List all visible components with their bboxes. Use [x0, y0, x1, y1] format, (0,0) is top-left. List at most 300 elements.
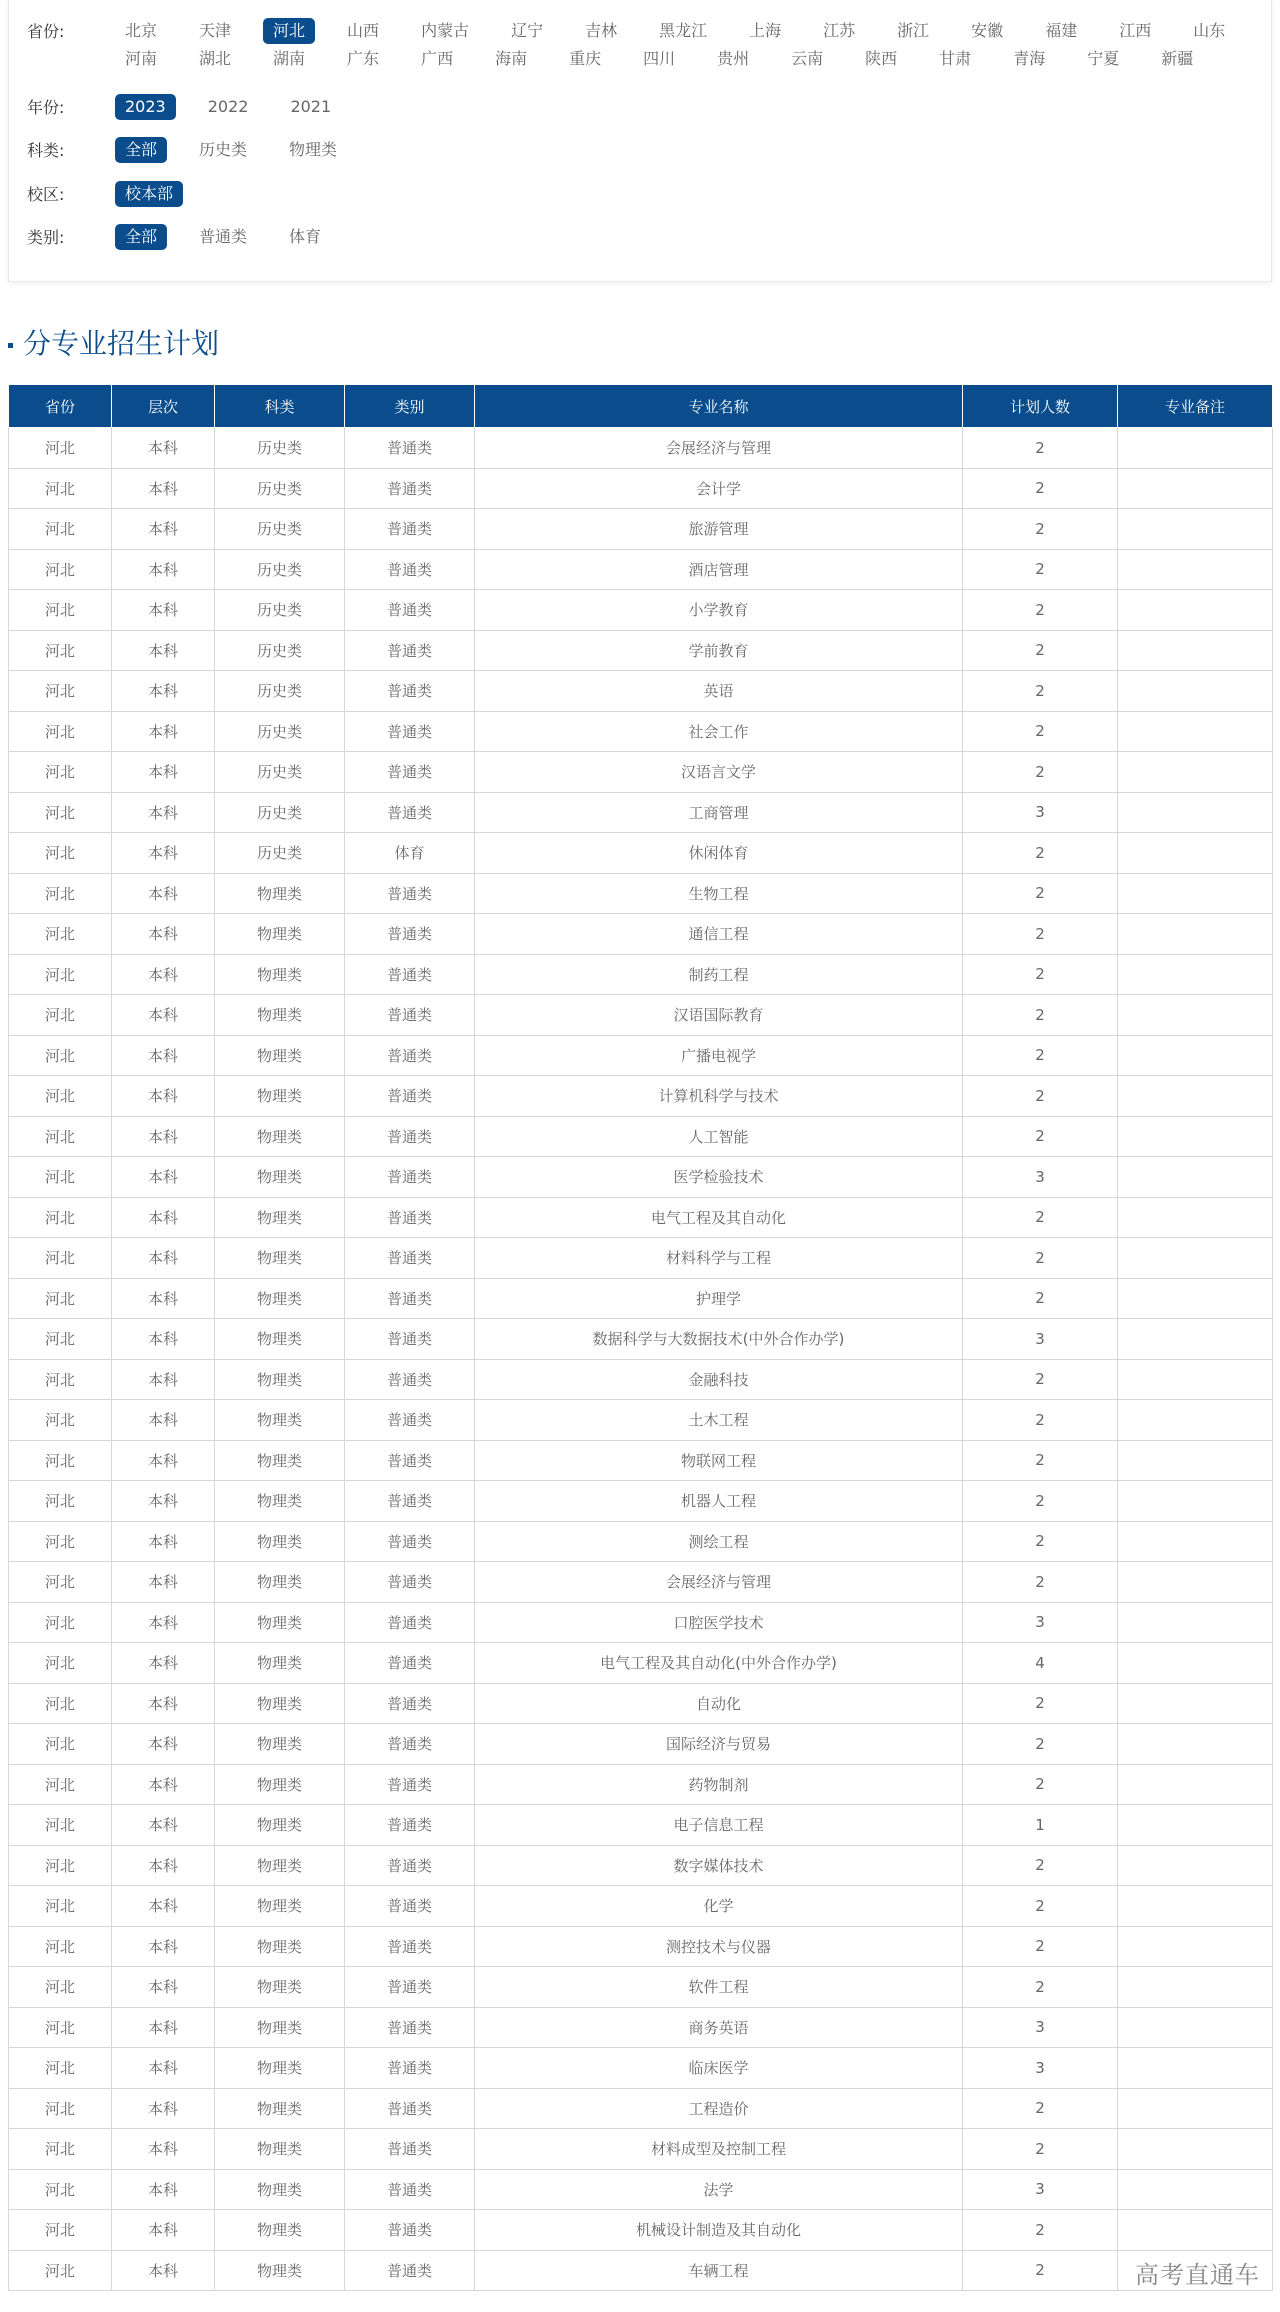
cell-plan-count: 2	[963, 1238, 1118, 1279]
cell-plan-count: 1	[963, 1805, 1118, 1846]
cell-level: 本科	[112, 671, 215, 712]
section-title-text: 分专业招生计划	[23, 327, 220, 360]
filter-option-province[interactable]: 广东	[347, 49, 380, 68]
table-row	[9, 2250, 1273, 2291]
cell-province: 河北	[9, 1400, 112, 1441]
cell-remarks	[1118, 1076, 1273, 1117]
cell-major-name: 旅游管理	[475, 509, 963, 550]
table-row	[9, 2169, 1273, 2210]
cell-category: 普通类	[345, 2250, 475, 2291]
table-row	[9, 630, 1273, 671]
filter-option-province[interactable]: 新疆	[1161, 49, 1194, 68]
cell-province: 河北	[9, 711, 112, 752]
cell-remarks	[1118, 1643, 1273, 1684]
cell-category: 普通类	[345, 792, 475, 833]
filter-option-province[interactable]: 黑龙江	[659, 21, 708, 40]
table-row	[9, 428, 1273, 469]
cell-major-name: 酒店管理	[475, 549, 963, 590]
cell-major-name: 测绘工程	[475, 1521, 963, 1562]
cell-level: 本科	[112, 1238, 215, 1279]
cell-level: 本科	[112, 1076, 215, 1117]
filter-option-province[interactable]: 宁夏	[1087, 49, 1120, 68]
cell-subject: 物理类	[215, 1197, 345, 1238]
cell-remarks	[1118, 428, 1273, 469]
table-row	[9, 2048, 1273, 2089]
filter-label: 省份:	[27, 22, 65, 41]
cell-major-name: 化学	[475, 1886, 963, 1927]
cell-subject: 物理类	[215, 914, 345, 955]
cell-major-name: 医学检验技术	[475, 1157, 963, 1198]
watermark-text: 高考直通车	[1135, 2261, 1260, 2289]
cell-level: 本科	[112, 1197, 215, 1238]
cell-province: 河北	[9, 1076, 112, 1117]
cell-category: 普通类	[345, 954, 475, 995]
cell-major-name: 社会工作	[475, 711, 963, 752]
cell-major-name: 生物工程	[475, 873, 963, 914]
cell-plan-count: 2	[963, 1562, 1118, 1603]
cell-major-name: 土木工程	[475, 1400, 963, 1441]
cell-major-name: 国际经济与贸易	[475, 1724, 963, 1765]
cell-province: 河北	[9, 1926, 112, 1967]
cell-category: 普通类	[345, 1076, 475, 1117]
cell-level: 本科	[112, 752, 215, 793]
cell-level: 本科	[112, 468, 215, 509]
cell-subject: 历史类	[215, 711, 345, 752]
cell-category: 普通类	[345, 1197, 475, 1238]
cell-remarks	[1118, 752, 1273, 793]
cell-major-name: 工程造价	[475, 2088, 963, 2129]
cell-level: 本科	[112, 1116, 215, 1157]
cell-plan-count: 3	[963, 1157, 1118, 1198]
cell-major-name: 人工智能	[475, 1116, 963, 1157]
table-row	[9, 1116, 1273, 1157]
cell-major-name: 休闲体育	[475, 833, 963, 874]
cell-major-name: 材料成型及控制工程	[475, 2129, 963, 2170]
filter-option-campus[interactable]: 校本部	[115, 181, 183, 207]
cell-remarks	[1118, 1359, 1273, 1400]
table-row	[9, 468, 1273, 509]
cell-category: 普通类	[345, 1278, 475, 1319]
cell-remarks	[1118, 509, 1273, 550]
cell-major-name: 数字媒体技术	[475, 1845, 963, 1886]
filter-option-province[interactable]: 辽宁	[511, 21, 544, 40]
cell-province: 河北	[9, 2129, 112, 2170]
cell-plan-count: 2	[963, 1683, 1118, 1724]
cell-level: 本科	[112, 873, 215, 914]
cell-plan-count: 2	[963, 509, 1118, 550]
cell-subject: 物理类	[215, 1116, 345, 1157]
cell-plan-count: 2	[963, 2210, 1118, 2251]
title-marker-icon	[8, 343, 13, 348]
cell-remarks	[1118, 1683, 1273, 1724]
cell-major-name: 学前教育	[475, 630, 963, 671]
filter-option-province[interactable]: 上海	[749, 21, 782, 40]
cell-plan-count: 4	[963, 1643, 1118, 1684]
cell-category: 普通类	[345, 1319, 475, 1360]
cell-subject: 物理类	[215, 1926, 345, 1967]
cell-level: 本科	[112, 2088, 215, 2129]
cell-subject: 物理类	[215, 1643, 345, 1684]
cell-province: 河北	[9, 468, 112, 509]
cell-major-name: 测控技术与仪器	[475, 1926, 963, 1967]
cell-level: 本科	[112, 711, 215, 752]
cell-plan-count: 2	[963, 1845, 1118, 1886]
cell-province: 河北	[9, 873, 112, 914]
cell-subject: 物理类	[215, 1602, 345, 1643]
table-row	[9, 995, 1273, 1036]
table-row	[9, 1319, 1273, 1360]
cell-province: 河北	[9, 1278, 112, 1319]
cell-subject: 物理类	[215, 2007, 345, 2048]
filter-option-year[interactable]: 2021	[290, 97, 332, 116]
filter-option-province[interactable]: 河北	[263, 18, 315, 44]
cell-remarks	[1118, 1278, 1273, 1319]
cell-remarks	[1118, 2088, 1273, 2129]
cell-remarks	[1118, 833, 1273, 874]
cell-province: 河北	[9, 1197, 112, 1238]
table-row	[9, 914, 1273, 955]
cell-province: 河北	[9, 1116, 112, 1157]
cell-category: 普通类	[345, 468, 475, 509]
cell-category: 普通类	[345, 1926, 475, 1967]
filter-option-year[interactable]: 2023	[115, 94, 176, 120]
cell-major-name: 会展经济与管理	[475, 428, 963, 469]
cell-level: 本科	[112, 1481, 215, 1522]
cell-major-name: 商务英语	[475, 2007, 963, 2048]
table-row	[9, 1562, 1273, 1603]
cell-remarks	[1118, 954, 1273, 995]
cell-plan-count: 2	[963, 1967, 1118, 2008]
cell-plan-count: 2	[963, 549, 1118, 590]
cell-subject: 物理类	[215, 995, 345, 1036]
filter-option-province[interactable]: 江西	[1119, 21, 1152, 40]
cell-province: 河北	[9, 2088, 112, 2129]
filter-option-province[interactable]: 安徽	[971, 21, 1004, 40]
cell-plan-count: 2	[963, 1440, 1118, 1481]
cell-category: 普通类	[345, 914, 475, 955]
cell-plan-count: 2	[963, 671, 1118, 712]
filter-option-province[interactable]: 湖北	[199, 49, 232, 68]
cell-category: 普通类	[345, 1238, 475, 1279]
cell-subject: 物理类	[215, 1238, 345, 1279]
cell-category: 普通类	[345, 1116, 475, 1157]
cell-major-name: 会展经济与管理	[475, 1562, 963, 1603]
cell-major-name: 口腔医学技术	[475, 1602, 963, 1643]
cell-category: 普通类	[345, 711, 475, 752]
cell-province: 河北	[9, 2048, 112, 2089]
cell-province: 河北	[9, 1319, 112, 1360]
filter-option-province[interactable]: 贵州	[717, 49, 750, 68]
filter-option-category[interactable]: 体育	[289, 227, 322, 246]
table-row	[9, 792, 1273, 833]
cell-subject: 物理类	[215, 1157, 345, 1198]
cell-subject: 物理类	[215, 1967, 345, 2008]
cell-plan-count: 2	[963, 833, 1118, 874]
table-row	[9, 1683, 1273, 1724]
header-remarks: 专业备注	[1118, 385, 1273, 428]
cell-subject: 物理类	[215, 2169, 345, 2210]
cell-category: 普通类	[345, 509, 475, 550]
filter-option-province[interactable]: 浙江	[897, 21, 930, 40]
cell-remarks	[1118, 1400, 1273, 1441]
cell-category: 普通类	[345, 1521, 475, 1562]
filter-option-province[interactable]: 四川	[643, 49, 676, 68]
cell-plan-count: 3	[963, 1319, 1118, 1360]
cell-remarks	[1118, 1035, 1273, 1076]
cell-major-name: 物联网工程	[475, 1440, 963, 1481]
cell-remarks	[1118, 1116, 1273, 1157]
table-row	[9, 833, 1273, 874]
cell-remarks	[1118, 1197, 1273, 1238]
cell-category: 普通类	[345, 1602, 475, 1643]
cell-subject: 物理类	[215, 1076, 345, 1117]
cell-category: 普通类	[345, 2007, 475, 2048]
cell-plan-count: 2	[963, 1481, 1118, 1522]
cell-level: 本科	[112, 1845, 215, 1886]
table-row	[9, 752, 1273, 793]
cell-plan-count: 2	[963, 1197, 1118, 1238]
cell-level: 本科	[112, 792, 215, 833]
cell-category: 普通类	[345, 1359, 475, 1400]
cell-remarks	[1118, 1967, 1273, 2008]
cell-major-name: 电气工程及其自动化(中外合作办学)	[475, 1643, 963, 1684]
cell-major-name: 金融科技	[475, 1359, 963, 1400]
cell-level: 本科	[112, 2210, 215, 2251]
cell-province: 河北	[9, 549, 112, 590]
cell-subject: 物理类	[215, 1764, 345, 1805]
filter-option-province[interactable]: 海南	[495, 49, 528, 68]
cell-major-name: 机器人工程	[475, 1481, 963, 1522]
cell-subject: 物理类	[215, 1359, 345, 1400]
cell-subject: 物理类	[215, 1521, 345, 1562]
cell-plan-count: 2	[963, 468, 1118, 509]
cell-province: 河北	[9, 1562, 112, 1603]
cell-level: 本科	[112, 1035, 215, 1076]
cell-province: 河北	[9, 1724, 112, 1765]
cell-level: 本科	[112, 1278, 215, 1319]
cell-category: 普通类	[345, 1035, 475, 1076]
cell-subject: 物理类	[215, 1440, 345, 1481]
cell-subject: 物理类	[215, 2129, 345, 2170]
cell-category: 普通类	[345, 428, 475, 469]
filter-option-province[interactable]: 重庆	[569, 49, 602, 68]
table-row	[9, 2088, 1273, 2129]
table-row	[9, 1157, 1273, 1198]
filter-label: 科类:	[27, 141, 65, 160]
filter-option-province[interactable]: 广西	[421, 49, 454, 68]
cell-major-name: 药物制剂	[475, 1764, 963, 1805]
cell-major-name: 法学	[475, 2169, 963, 2210]
cell-remarks	[1118, 873, 1273, 914]
cell-remarks	[1118, 1319, 1273, 1360]
filter-option-category[interactable]: 全部	[115, 224, 167, 250]
cell-remarks	[1118, 2169, 1273, 2210]
cell-level: 本科	[112, 1319, 215, 1360]
cell-major-name: 自动化	[475, 1683, 963, 1724]
cell-province: 河北	[9, 2250, 112, 2291]
header-plan-count: 计划人数	[963, 385, 1118, 428]
table-row	[9, 590, 1273, 631]
cell-level: 本科	[112, 1400, 215, 1441]
cell-major-name: 材料科学与工程	[475, 1238, 963, 1279]
cell-subject: 物理类	[215, 1319, 345, 1360]
filter-options	[115, 224, 1261, 250]
table-row	[9, 1643, 1273, 1684]
cell-category: 普通类	[345, 1967, 475, 2008]
filter-option-province[interactable]: 山西	[347, 21, 380, 40]
filter-option-subject[interactable]: 全部	[115, 137, 167, 163]
cell-level: 本科	[112, 2007, 215, 2048]
filter-option-province[interactable]: 天津	[199, 21, 232, 40]
filter-label: 年份:	[27, 98, 65, 117]
cell-major-name: 车辆工程	[475, 2250, 963, 2291]
cell-remarks	[1118, 468, 1273, 509]
table-row	[9, 1764, 1273, 1805]
cell-province: 河北	[9, 1643, 112, 1684]
cell-province: 河北	[9, 914, 112, 955]
table-row	[9, 873, 1273, 914]
cell-major-name: 工商管理	[475, 792, 963, 833]
table-row	[9, 1440, 1273, 1481]
table-row	[9, 671, 1273, 712]
filter-options	[115, 18, 1261, 72]
filter-option-category[interactable]: 普通类	[199, 227, 248, 246]
cell-category: 普通类	[345, 630, 475, 671]
cell-category: 普通类	[345, 873, 475, 914]
cell-category: 普通类	[345, 752, 475, 793]
cell-level: 本科	[112, 954, 215, 995]
filter-option-province[interactable]: 吉林	[585, 21, 618, 40]
cell-remarks	[1118, 995, 1273, 1036]
filter-option-province[interactable]: 北京	[125, 21, 158, 40]
cell-plan-count: 2	[963, 1886, 1118, 1927]
cell-province: 河北	[9, 1359, 112, 1400]
filter-option-province[interactable]: 湖南	[273, 49, 306, 68]
cell-level: 本科	[112, 428, 215, 469]
cell-plan-count: 2	[963, 995, 1118, 1036]
cell-category: 普通类	[345, 1683, 475, 1724]
cell-province: 河北	[9, 1157, 112, 1198]
filter-option-province[interactable]: 河南	[125, 49, 158, 68]
cell-remarks	[1118, 792, 1273, 833]
table-row	[9, 2129, 1273, 2170]
cell-province: 河北	[9, 1967, 112, 2008]
cell-major-name: 制药工程	[475, 954, 963, 995]
cell-category: 普通类	[345, 1886, 475, 1927]
enrollment-plan-table	[8, 385, 1273, 2291]
cell-level: 本科	[112, 1440, 215, 1481]
cell-plan-count: 2	[963, 1926, 1118, 1967]
cell-subject: 物理类	[215, 873, 345, 914]
cell-major-name: 机械设计制造及其自动化	[475, 2210, 963, 2251]
cell-level: 本科	[112, 590, 215, 631]
cell-plan-count: 2	[963, 873, 1118, 914]
table-row	[9, 1359, 1273, 1400]
filter-options	[115, 137, 1261, 163]
filter-option-province[interactable]: 山东	[1193, 21, 1226, 40]
cell-remarks	[1118, 1157, 1273, 1198]
table-row	[9, 509, 1273, 550]
filter-label: 校区:	[27, 185, 65, 204]
cell-province: 河北	[9, 2007, 112, 2048]
cell-level: 本科	[112, 1359, 215, 1400]
cell-remarks	[1118, 1926, 1273, 1967]
cell-level: 本科	[112, 1562, 215, 1603]
cell-major-name: 通信工程	[475, 914, 963, 955]
filter-option-province[interactable]: 江苏	[823, 21, 856, 40]
cell-plan-count: 2	[963, 1724, 1118, 1765]
cell-level: 本科	[112, 2169, 215, 2210]
cell-category: 体育	[345, 833, 475, 874]
cell-subject: 物理类	[215, 2210, 345, 2251]
table-row	[9, 1521, 1273, 1562]
cell-subject: 物理类	[215, 1683, 345, 1724]
cell-plan-count: 2	[963, 590, 1118, 631]
cell-remarks	[1118, 2129, 1273, 2170]
cell-level: 本科	[112, 995, 215, 1036]
cell-remarks	[1118, 1764, 1273, 1805]
cell-subject: 历史类	[215, 509, 345, 550]
cell-category: 普通类	[345, 1643, 475, 1684]
cell-level: 本科	[112, 833, 215, 874]
cell-category: 普通类	[345, 1400, 475, 1441]
cell-level: 本科	[112, 2048, 215, 2089]
cell-subject: 历史类	[215, 428, 345, 469]
table-row	[9, 1926, 1273, 1967]
cell-plan-count: 2	[963, 914, 1118, 955]
cell-subject: 物理类	[215, 1035, 345, 1076]
filter-option-province[interactable]: 青海	[1013, 49, 1046, 68]
filter-option-province[interactable]: 陕西	[865, 49, 898, 68]
table-row	[9, 549, 1273, 590]
cell-level: 本科	[112, 914, 215, 955]
cell-subject: 历史类	[215, 549, 345, 590]
cell-major-name: 汉语国际教育	[475, 995, 963, 1036]
filter-option-subject[interactable]: 历史类	[199, 140, 248, 159]
header-category: 类别	[345, 385, 475, 428]
cell-category: 普通类	[345, 1764, 475, 1805]
cell-category: 普通类	[345, 671, 475, 712]
filter-option-province[interactable]: 甘肃	[939, 49, 972, 68]
cell-plan-count: 2	[963, 1400, 1118, 1441]
cell-level: 本科	[112, 630, 215, 671]
cell-plan-count: 2	[963, 954, 1118, 995]
cell-province: 河北	[9, 752, 112, 793]
filter-option-year[interactable]: 2022	[207, 97, 249, 116]
cell-plan-count: 3	[963, 2007, 1118, 2048]
cell-subject: 物理类	[215, 2250, 345, 2291]
cell-province: 河北	[9, 1440, 112, 1481]
table-row	[9, 1035, 1273, 1076]
cell-category: 普通类	[345, 2169, 475, 2210]
cell-province: 河北	[9, 2169, 112, 2210]
cell-level: 本科	[112, 509, 215, 550]
cell-province: 河北	[9, 1805, 112, 1846]
filter-option-subject[interactable]: 物理类	[289, 140, 338, 159]
filter-option-province[interactable]: 内蒙古	[421, 21, 470, 40]
cell-province: 河北	[9, 1238, 112, 1279]
cell-level: 本科	[112, 1643, 215, 1684]
filter-option-province[interactable]: 福建	[1045, 21, 1078, 40]
cell-province: 河北	[9, 671, 112, 712]
cell-subject: 历史类	[215, 792, 345, 833]
cell-plan-count: 2	[963, 428, 1118, 469]
cell-subject: 物理类	[215, 2048, 345, 2089]
header-province: 省份	[9, 385, 112, 428]
cell-category: 普通类	[345, 1157, 475, 1198]
filter-option-province[interactable]: 云南	[791, 49, 824, 68]
cell-remarks	[1118, 2210, 1273, 2251]
